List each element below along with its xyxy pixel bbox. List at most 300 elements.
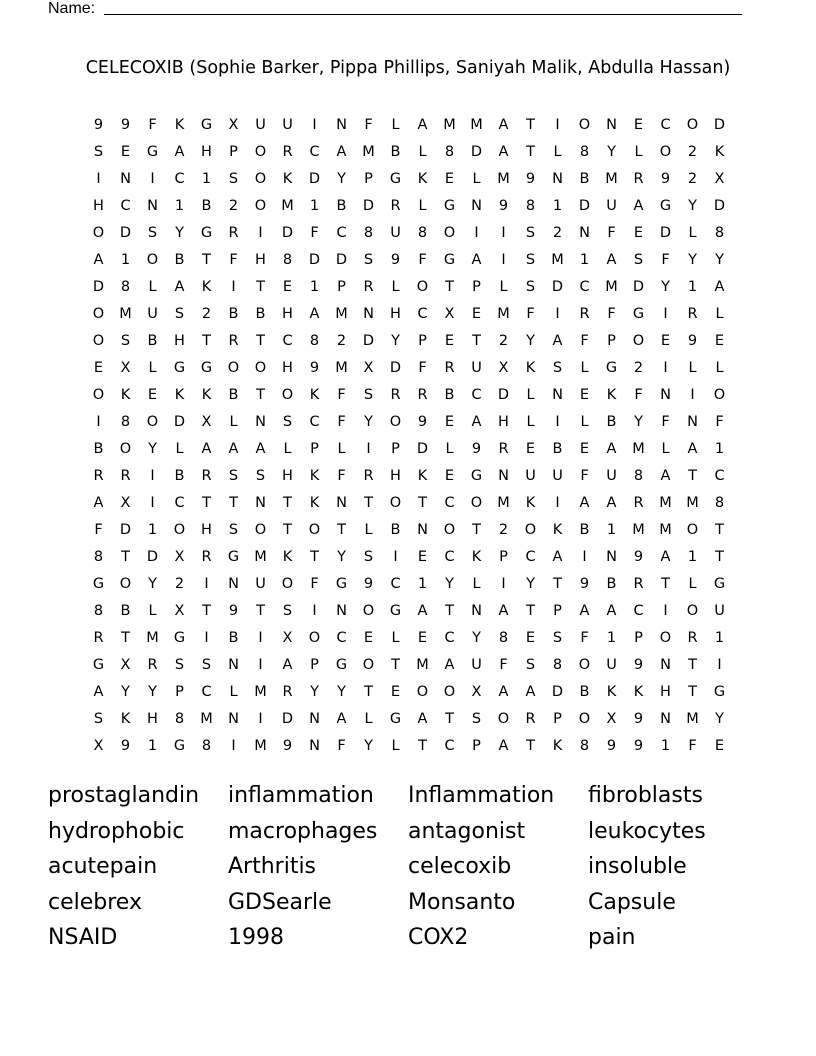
grid-letter: Y <box>337 549 346 565</box>
grid-letter: Y <box>634 414 643 430</box>
grid-letter: A <box>606 252 617 268</box>
word-list-item: NSAID <box>48 925 118 950</box>
grid-letter: 9 <box>579 576 590 592</box>
grid-letter: M <box>632 522 645 538</box>
grid-letter: I <box>555 495 560 511</box>
grid-letter: M <box>686 711 699 727</box>
grid-letter: M <box>146 630 159 646</box>
grid-letter: H <box>390 306 401 322</box>
grid-letter: D <box>362 198 375 214</box>
grid-letter: L <box>283 441 292 457</box>
grid-letter: N <box>552 387 563 403</box>
grid-letter: M <box>605 279 618 295</box>
grid-letter: N <box>471 603 482 619</box>
grid-letter: K <box>120 387 131 403</box>
grid-letter: I <box>501 252 506 268</box>
grid-letter: Y <box>688 198 697 214</box>
grid-letter: D <box>308 171 321 187</box>
grid-letter: I <box>690 387 695 403</box>
grid-letter: 8 <box>201 738 212 754</box>
grid-letter: B <box>255 306 266 322</box>
grid-letter: I <box>96 414 101 430</box>
grid-letter: L <box>391 738 400 754</box>
grid-letter: A <box>660 468 671 484</box>
grid-letter: R <box>363 279 374 295</box>
grid-letter: 1 <box>147 522 158 538</box>
grid-letter: 2 <box>687 144 698 160</box>
grid-letter: M <box>632 441 645 457</box>
grid-letter: 8 <box>174 711 185 727</box>
grid-letter: A <box>282 657 293 673</box>
grid-letter: P <box>364 171 373 187</box>
grid-letter: T <box>256 387 265 403</box>
grid-letter: D <box>470 144 483 160</box>
grid-letter: Y <box>715 252 724 268</box>
grid-letter: H <box>201 522 212 538</box>
grid-letter: O <box>686 522 699 538</box>
grid-letter: T <box>283 495 292 511</box>
grid-letter: O <box>578 711 591 727</box>
grid-letter: E <box>444 414 455 430</box>
grid-letter: B <box>228 306 239 322</box>
grid-letter: M <box>335 306 348 322</box>
grid-letter: F <box>364 117 373 133</box>
grid-letter: Y <box>148 441 157 457</box>
grid-letter: C <box>444 495 455 511</box>
grid-letter: H <box>255 252 266 268</box>
grid-letter: S <box>174 657 185 673</box>
grid-letter: O <box>119 441 132 457</box>
grid-letter: P <box>607 333 616 349</box>
grid-letter: 9 <box>498 198 509 214</box>
name-label: Name: <box>48 0 96 17</box>
grid-letter: B <box>552 441 563 457</box>
grid-letter: E <box>525 441 536 457</box>
grid-letter: G <box>335 576 348 592</box>
grid-row <box>85 436 733 463</box>
grid-row <box>85 652 733 679</box>
grid-letter: 9 <box>606 738 617 754</box>
grid-letter: 8 <box>120 279 131 295</box>
grid-letter: L <box>364 711 373 727</box>
grid-letter: C <box>309 414 320 430</box>
grid-letter: M <box>686 495 699 511</box>
grid-letter: L <box>229 684 238 700</box>
grid-letter: I <box>258 657 263 673</box>
grid-letter: N <box>309 711 320 727</box>
grid-letter: K <box>309 387 320 403</box>
grid-letter: R <box>633 171 644 187</box>
grid-letter: 1 <box>606 522 617 538</box>
grid-letter: O <box>470 495 483 511</box>
word-list-item: fibroblasts <box>588 783 703 808</box>
grid-letter: U <box>471 360 482 376</box>
grid-letter: X <box>471 684 482 700</box>
grid-letter: G <box>443 252 456 268</box>
grid-letter: A <box>417 711 428 727</box>
grid-letter: S <box>363 252 374 268</box>
grid-letter: K <box>606 387 617 403</box>
grid-letter: U <box>606 198 617 214</box>
grid-letter: O <box>659 630 672 646</box>
grid-letter: C <box>417 306 428 322</box>
grid-letter: R <box>633 576 644 592</box>
grid-letter: I <box>366 441 371 457</box>
word-list-item: celecoxib <box>408 854 512 879</box>
grid-letter: M <box>443 117 456 133</box>
grid-letter: N <box>309 738 320 754</box>
grid-letter: F <box>229 252 238 268</box>
grid-letter: A <box>633 198 644 214</box>
grid-letter: C <box>660 117 671 133</box>
grid-letter: Y <box>364 738 373 754</box>
name-blank-line <box>104 14 742 15</box>
grid-letter: H <box>660 684 671 700</box>
grid-letter: M <box>119 306 132 322</box>
word-list-item: inflammation <box>228 783 374 808</box>
grid-row <box>85 517 733 544</box>
grid-letter: A <box>606 603 617 619</box>
word-list-item: leukocytes <box>588 818 706 844</box>
grid-letter: 1 <box>552 198 563 214</box>
grid-letter: F <box>148 117 157 133</box>
grid-letter: F <box>661 414 670 430</box>
grid-letter: B <box>390 522 401 538</box>
grid-letter: D <box>497 387 510 403</box>
grid-letter: 9 <box>93 117 104 133</box>
grid-letter: U <box>282 117 293 133</box>
grid-letter: T <box>256 603 265 619</box>
grid-letter: C <box>714 468 725 484</box>
grid-letter: M <box>605 171 618 187</box>
grid-letter: T <box>256 279 265 295</box>
grid-letter: K <box>174 387 185 403</box>
grid-letter: I <box>204 576 209 592</box>
grid-letter: L <box>715 306 724 322</box>
grid-letter: D <box>713 117 726 133</box>
grid-letter: Y <box>148 684 157 700</box>
grid-letter: H <box>282 360 293 376</box>
grid-letter: E <box>633 117 644 133</box>
grid-letter: R <box>417 387 428 403</box>
grid-letter: M <box>497 171 510 187</box>
grid-letter: E <box>633 225 644 241</box>
grid-letter: O <box>713 387 726 403</box>
grid-letter: 9 <box>471 441 482 457</box>
grid-letter: N <box>660 387 671 403</box>
grid-letter: A <box>93 495 104 511</box>
grid-letter: O <box>92 225 105 241</box>
grid-letter: C <box>309 144 320 160</box>
grid-letter: I <box>582 549 587 565</box>
grid-letter: R <box>687 630 698 646</box>
grid-letter: K <box>606 684 617 700</box>
grid-letter: C <box>120 198 131 214</box>
grid-letter: E <box>147 387 158 403</box>
grid-letter: 1 <box>660 738 671 754</box>
grid-letter: O <box>281 576 294 592</box>
grid-letter: 2 <box>498 333 509 349</box>
grid-letter: O <box>119 576 132 592</box>
grid-letter: L <box>337 441 346 457</box>
grid-letter: E <box>579 441 590 457</box>
grid-letter: G <box>713 684 726 700</box>
grid-letter: T <box>283 522 292 538</box>
grid-letter: O <box>227 360 240 376</box>
grid-letter: P <box>418 333 427 349</box>
grid-letter: I <box>393 549 398 565</box>
grid-letter: 1 <box>417 576 428 592</box>
grid-letter: G <box>200 117 213 133</box>
grid-letter: B <box>174 252 185 268</box>
name-field-label <box>48 0 748 18</box>
grid-letter: 8 <box>579 738 590 754</box>
grid-letter: 1 <box>309 198 320 214</box>
grid-letter: L <box>148 279 157 295</box>
grid-row <box>85 463 733 490</box>
word-list-item: Capsule <box>588 889 676 915</box>
grid-letter: H <box>93 198 104 214</box>
grid-letter: F <box>94 522 103 538</box>
grid-letter: I <box>501 576 506 592</box>
grid-letter: N <box>228 657 239 673</box>
grid-letter: F <box>715 414 724 430</box>
grid-letter: O <box>254 171 267 187</box>
grid-letter: B <box>579 684 590 700</box>
grid-letter: Y <box>391 333 400 349</box>
grid-letter: H <box>282 306 293 322</box>
grid-letter: I <box>204 630 209 646</box>
grid-letter: L <box>391 279 400 295</box>
grid-letter: T <box>202 603 211 619</box>
grid-letter: F <box>580 333 589 349</box>
grid-letter: T <box>310 549 319 565</box>
grid-letter: S <box>525 252 536 268</box>
grid-letter: T <box>337 522 346 538</box>
grid-letter: S <box>525 279 536 295</box>
grid-letter: S <box>633 252 644 268</box>
grid-letter: X <box>498 360 509 376</box>
grid-letter: K <box>633 684 644 700</box>
grid-letter: X <box>93 738 104 754</box>
word-list <box>48 780 768 958</box>
grid-letter: 9 <box>660 171 671 187</box>
grid-letter: 1 <box>120 252 131 268</box>
grid-letter: B <box>606 414 617 430</box>
grid-letter: S <box>525 657 536 673</box>
grid-letter: G <box>335 657 348 673</box>
grid-letter: L <box>661 441 670 457</box>
grid-letter: M <box>254 738 267 754</box>
grid-letter: U <box>147 306 158 322</box>
grid-letter: 8 <box>633 468 644 484</box>
grid-letter: I <box>258 225 263 241</box>
grid-letter: U <box>525 468 536 484</box>
grid-letter: O <box>659 144 672 160</box>
grid-letter: 9 <box>363 576 374 592</box>
grid-letter: 8 <box>552 657 563 673</box>
grid-letter: 2 <box>174 576 185 592</box>
grid-letter: I <box>555 117 560 133</box>
grid-letter: D <box>659 225 672 241</box>
grid-letter: F <box>607 225 616 241</box>
grid-letter: 8 <box>309 333 320 349</box>
grid-letter: 1 <box>147 738 158 754</box>
grid-letter: S <box>93 711 104 727</box>
grid-letter: A <box>579 603 590 619</box>
grid-letter: F <box>499 657 508 673</box>
grid-letter: I <box>501 225 506 241</box>
grid-letter: S <box>552 360 563 376</box>
grid-letter: E <box>525 630 536 646</box>
grid-letter: P <box>337 279 346 295</box>
grid-letter: 1 <box>579 252 590 268</box>
grid-letter: P <box>472 279 481 295</box>
grid-letter: 9 <box>120 117 131 133</box>
grid-letter: T <box>229 495 238 511</box>
grid-letter: K <box>201 387 212 403</box>
grid-letter: K <box>525 495 536 511</box>
word-list-item: acutepain <box>48 854 158 879</box>
grid-letter: O <box>308 522 321 538</box>
grid-letter: G <box>713 576 726 592</box>
grid-letter: K <box>282 171 293 187</box>
grid-letter: O <box>416 684 429 700</box>
grid-row <box>85 571 733 598</box>
grid-letter: I <box>150 171 155 187</box>
grid-letter: Y <box>445 576 454 592</box>
grid-letter: N <box>606 549 617 565</box>
grid-letter: K <box>120 711 131 727</box>
grid-letter: N <box>336 117 347 133</box>
grid-letter: D <box>578 198 591 214</box>
grid-letter: B <box>579 522 590 538</box>
grid-letter: P <box>175 684 184 700</box>
grid-letter: L <box>391 117 400 133</box>
grid-letter: 8 <box>714 495 725 511</box>
grid-letter: L <box>364 522 373 538</box>
grid-letter: X <box>120 360 131 376</box>
grid-letter: S <box>363 549 374 565</box>
grid-letter: S <box>282 603 293 619</box>
grid-letter: A <box>471 414 482 430</box>
grid-letter: A <box>687 441 698 457</box>
grid-letter: D <box>362 333 375 349</box>
grid-letter: A <box>228 441 239 457</box>
grid-letter: N <box>552 171 563 187</box>
grid-letter: T <box>364 495 373 511</box>
grid-letter: T <box>445 279 454 295</box>
grid-letter: M <box>254 549 267 565</box>
grid-letter: U <box>471 657 482 673</box>
grid-letter: S <box>147 225 158 241</box>
grid-letter: O <box>92 333 105 349</box>
grid-letter: 8 <box>93 549 104 565</box>
grid-row <box>85 490 733 517</box>
grid-letter: 1 <box>714 630 725 646</box>
grid-letter: L <box>580 414 589 430</box>
grid-letter: L <box>229 414 238 430</box>
grid-letter: M <box>335 360 348 376</box>
word-list-item: GDSearle <box>228 889 332 915</box>
grid-letter: N <box>336 495 347 511</box>
grid-letter: N <box>336 603 347 619</box>
grid-letter: X <box>228 117 239 133</box>
grid-letter: C <box>444 630 455 646</box>
grid-letter: 9 <box>525 171 536 187</box>
grid-letter: F <box>580 630 589 646</box>
grid-letter: S <box>174 306 185 322</box>
grid-letter: G <box>92 657 105 673</box>
grid-letter: 9 <box>282 738 293 754</box>
grid-letter: I <box>663 360 668 376</box>
grid-letter: K <box>471 549 482 565</box>
grid-letter: A <box>498 603 509 619</box>
grid-letter: X <box>606 711 617 727</box>
grid-row <box>85 679 733 706</box>
grid-letter: X <box>363 360 374 376</box>
grid-letter: 8 <box>525 198 536 214</box>
grid-letter: A <box>498 684 509 700</box>
grid-letter: A <box>498 738 509 754</box>
grid-letter: G <box>227 549 240 565</box>
grid-letter: I <box>258 630 263 646</box>
grid-letter: 8 <box>444 144 455 160</box>
grid-letter: G <box>200 360 213 376</box>
grid-letter: L <box>148 360 157 376</box>
grid-letter: A <box>579 495 590 511</box>
grid-letter: 8 <box>120 414 131 430</box>
grid-letter: G <box>389 711 402 727</box>
grid-letter: O <box>524 522 537 538</box>
grid-row <box>85 139 733 166</box>
grid-letter: N <box>228 711 239 727</box>
grid-letter: Y <box>364 414 373 430</box>
grid-row <box>85 706 733 733</box>
grid-letter: S <box>363 387 374 403</box>
grid-letter: P <box>229 144 238 160</box>
grid-letter: F <box>418 252 427 268</box>
grid-letter: B <box>201 198 212 214</box>
grid-letter: T <box>526 144 535 160</box>
grid-letter: N <box>147 198 158 214</box>
grid-letter: Y <box>526 576 535 592</box>
grid-letter: I <box>96 171 101 187</box>
grid-letter: S <box>201 657 212 673</box>
grid-letter: O <box>146 252 159 268</box>
grid-letter: M <box>551 252 564 268</box>
grid-letter: L <box>445 441 454 457</box>
grid-letter: 1 <box>201 171 212 187</box>
grid-letter: M <box>362 144 375 160</box>
grid-letter: O <box>686 603 699 619</box>
grid-letter: E <box>444 333 455 349</box>
grid-letter: L <box>553 144 562 160</box>
grid-letter: O <box>362 657 375 673</box>
grid-letter: A <box>174 279 185 295</box>
grid-letter: G <box>470 468 483 484</box>
grid-letter: R <box>282 684 293 700</box>
grid-letter: 1 <box>174 198 185 214</box>
grid-letter: A <box>417 117 428 133</box>
grid-letter: C <box>174 495 185 511</box>
letter-grid <box>85 112 733 760</box>
grid-letter: U <box>552 468 563 484</box>
grid-letter: E <box>417 549 428 565</box>
grid-letter: M <box>497 306 510 322</box>
grid-letter: T <box>472 333 481 349</box>
grid-letter: A <box>525 684 536 700</box>
